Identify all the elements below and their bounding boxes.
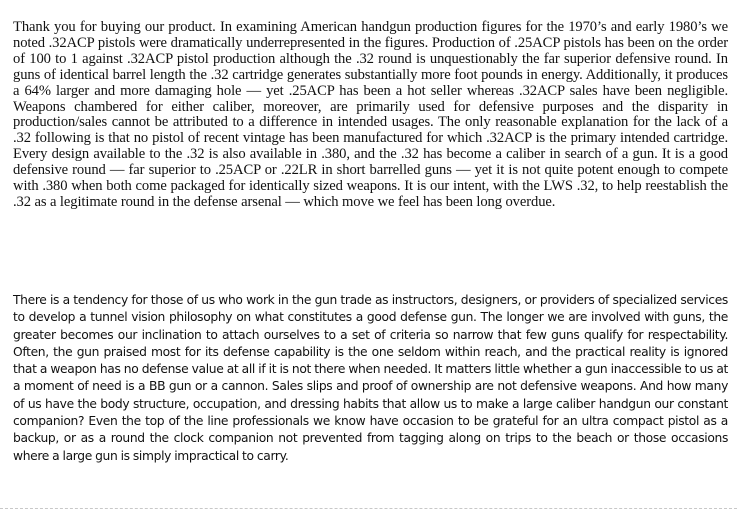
page-bottom-edge [0, 508, 737, 509]
paragraph-intro: Thank you for buying our product. In examining American handgun production figures for the 1970’s and early 1980’s we noted .32ACP pistols were dramatically underrepresented in the figures. Production of .25ACP pistols has been on the order of 100 to 1 against .32ACP pistol production although the .32 round is unquestionably the far superior defensive round. In guns of identical barrel length the .32 cartridge generates substantially more foot pounds in energy. Additionally, it produces a 64% larger and more damaging hole — yet .25ACP has been a hot seller whereas .32ACP sales have been negligible. Weapons chambered for either caliber, moreover, are primarily used for defensive purposes and the disparity in production/sales cannot be attributed to a difference in intended usages. The only reasonable explanation for the lack of a .32 following is that no pistol of recent vintage has been manufactured for which .32ACP is the primary intended cartridge. Every design available to the .32 is also available in .380, and the .32 has become a caliber in search of a gun. It is a good defensive round — far superior to .25ACP or .22LR in short barrelled guns — yet it is not quite potent enough to compete with .380 when both come packaged for identically sized weapons. It is our intent, with the LWS .32, to help reestablish the .32 as a legitimate round in the defense arsenal — which move we feel has been long overdue. [13, 19, 728, 210]
paragraph-defense-philosophy: There is a tendency for those of us who work in the gun trade as instructors, designers, or providers of specialized services to develop a tunnel vision philosophy on what constitutes a good defense gun. The longer we are involved with guns, the greater becomes our inclination to attach ourselves to a set of criteria so narrow that few guns qualify for respectability. Often, the gun praised most for its defense capability is the one seldom within reach, and the practical reality is ignored that a weapon has no defense value at all if it is not there when needed. It matters little whether a gun inaccessible to us at a moment of need is a BB gun or a cannon. Sales slips and proof of ownership are not defensive weapons. And how many of us have the body structure, occupation, and dressing habits that allow us to make a large caliber handgun our constant companion? Even the top of the line professionals we know have occasion to be grateful for an ultra compact pistol as a backup, or as a round the clock companion not prevented from tagging along on trips to the beach or those occasions where a large gun is simply impractical to carry. [13, 293, 728, 463]
